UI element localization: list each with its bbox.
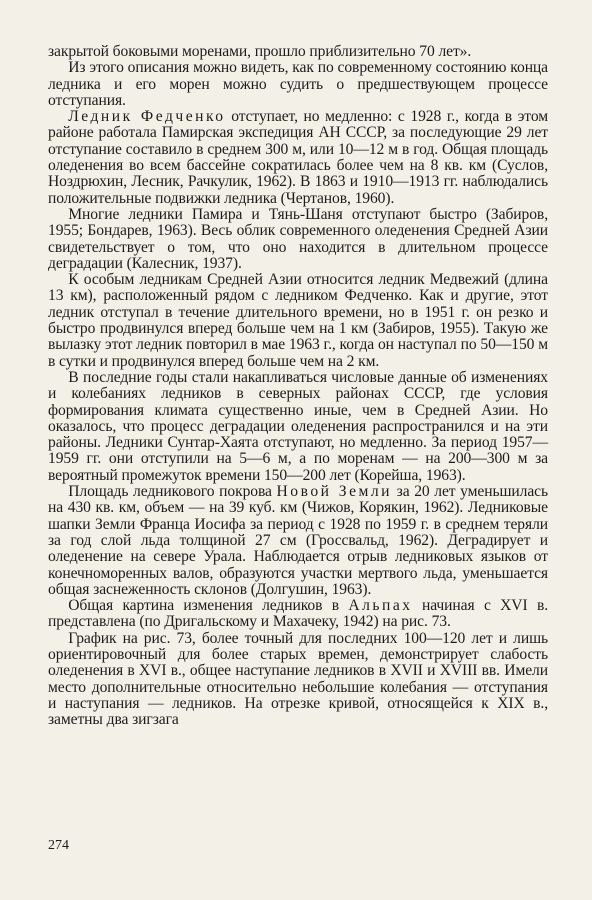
text-run: В последние годы стали накапливаться числовые данные об изменениях и колебаниях ледников в северных районах СССР, где условия формирования климата существенно иные, чем в Средней Азии. Но оказалось, что процесс деградации оледенения распространился и на эти районы. Ледники Сунтар-Хаята отступают, но медленно. За период 1957—1959 гг. они отступили на 5—6 м, а по моренам — на 200—300 м за вероятный промежуток времени 150—200 лет (Корейша, 1963). [48,368,548,484]
paragraph [48,484,548,598]
paragraph [48,60,548,109]
text-run: К особым ледникам Средней Азии относится ледник Медвежий (длина 13 км), расположенный рядом с ледником Федченко. Как и другие, этот ледник отступал в течение длительного времени, но в 1951 г. он резко и быстро продвинулся вперед больше чем на 1 км (Забиров, 1955). Такую же вылазку этот ледник повторил в мае 1963 г., когда он наступал по 50—150 м в сутки и продвинулся вперед больше чем на 2 км. [48,271,548,370]
paragraph [48,598,548,631]
text-run: Из этого описания можно видеть, как по современному состоянию конца ледника и его морен можно судить о предшествующем процессе отступания. [48,59,548,109]
text-run: отступает, но медленно: с 1928 г., когда в этом районе работала Памирская экспедиция АН СССР, за последующие 29 лет отступание составило в среднем 300 м, или 10—12 м в год. Общая площадь оледенения во всем бассейне сократилась более чем на 8 кв. км (Суслов, Ноздрюхин, Лесник, Рачкулик, 1962). В 1863 и 1910—1913 гг. наблюдались положительные подвижки ледника (Чертанов, 1960). [48,108,548,207]
text-run: начиная с XVI в. представлена (по Дригальскому и Махачеку, 1942) на рис. 73. [48,597,549,631]
text-run: Общая картина изменения ледников в [68,597,349,615]
text-run: за 20 лет уменьшилась на 430 кв. км, объем — на 39 куб. км (Чижов, Корякин, 1962). Ледниковые шапки Земли Франца Иосифа за период с 1928 по 1959 г. в среднем теряли за год слой льда толщиной 27 см (Гроссвальд, 1962). Деградирует и оледенение на севере Урала. Наблюдается отрыв ледниковых языков от конечноморенных валов, образуются участки мертвого льда, уменьшается общая заснеженность склонов (Долгушин, 1963). [48,483,548,598]
page-number: 274 [48,838,69,853]
text-run: Многие ледники Памира и Тянь-Шаня отступают быстро (Забиров, 1955; Бондарев, 1963). Весь облик современного оледенения Средней Азии свидетельствует о том, что оно находится в длительном процессе деградации (Калесник, 1937). [48,205,548,272]
text-body [48,44,548,728]
emphasized-term: Альпах [348,597,413,615]
text-run: Площадь ледникового покрова [68,483,277,501]
text-run: График на рис. 73, более точный для последних 100—120 лет и лишь ориентировочный для более старых времен, демонстрирует слабость оледенения в XVI в., общее наступание ледников в XVII и XVIII вв. Имели место дополнительные относительно небольшие колебания — отступания и наступания — ледников. На отрезке кривой, относящейся к XIX в., заметны два зигзага [48,629,548,729]
paragraph [48,207,548,272]
paragraph [48,109,548,207]
paragraph [48,44,548,60]
paragraph [48,272,548,370]
emphasized-term: Новой Земли [276,483,392,501]
text-run: закрытой боковыми моренами, прошло приблизительно 70 лет». [48,43,472,60]
paragraph [48,370,548,484]
emphasized-term: Ледник Федченко [68,108,226,126]
paragraph [48,631,548,729]
